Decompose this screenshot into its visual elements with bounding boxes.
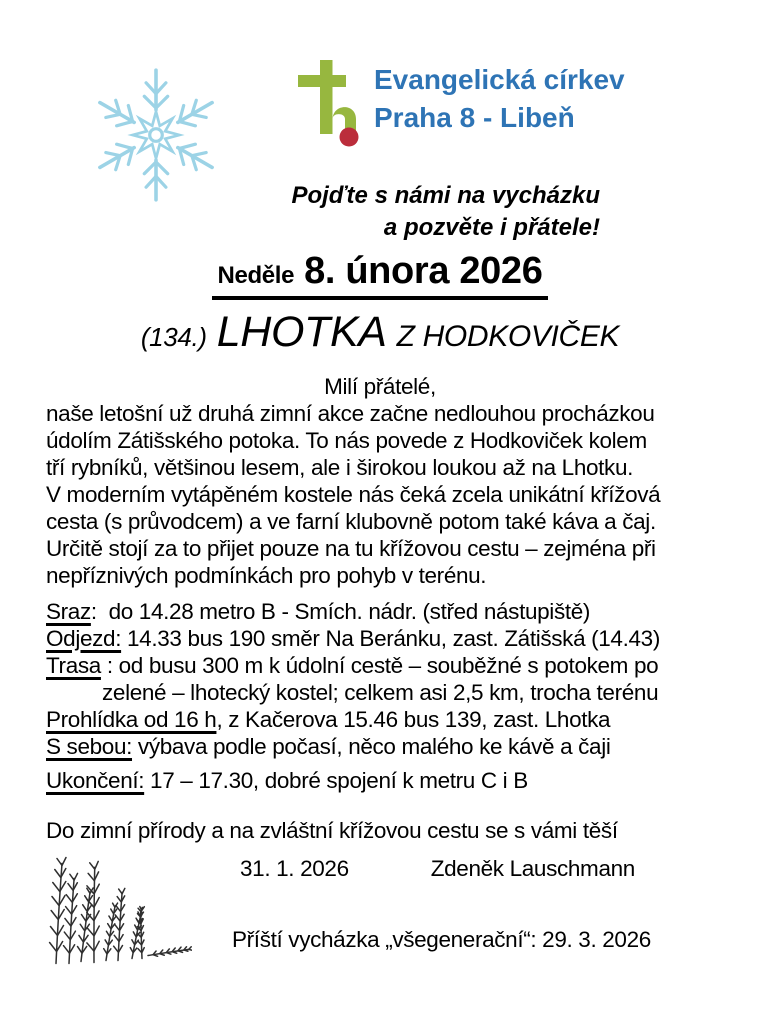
- detail-departure-text: 14.33 bus 190 směr Na Beránku, zast. Zátišská (14.43): [121, 626, 660, 651]
- flyer-body: [46, 250, 714, 953]
- plant-sketch-icon: [42, 856, 192, 971]
- detail-departure-label: Odjezd:: [46, 626, 122, 651]
- detail-meeting-text: : do 14.28 metro B - Smích. nádr. (střed nástupiště): [90, 599, 591, 624]
- paragraph1-line1: naše letošní už druhá zimní akce začne nedlouhou procházkou: [46, 401, 655, 426]
- signature-name: Zdeněk Lauschmann: [430, 856, 635, 881]
- org-name-line2: Praha 8 - Libeň: [374, 102, 575, 133]
- detail-bring: [46, 733, 714, 760]
- event-series-number: (134.): [140, 322, 207, 352]
- paragraph2-line4: nepříznivých podmínkách pro pohyb v terénu.: [46, 563, 487, 588]
- church-cross-logo-icon: [296, 60, 360, 148]
- detail-bring-label: S sebou:: [46, 734, 133, 759]
- event-date: 8. února 2026: [304, 250, 543, 292]
- org-name-line1: Evangelická církev: [374, 64, 625, 95]
- event-date-heading: [46, 250, 714, 300]
- detail-meeting-label: Sraz: [46, 599, 91, 624]
- detail-meeting: [46, 598, 714, 625]
- next-walk-note: Příští vycházka „všegenerační“: 29. 3. 2026: [232, 927, 651, 952]
- detail-route-continuation: zelené – lhotecký kostel; celkem asi 2,5 km, trocha terénu: [102, 680, 659, 705]
- detail-tour-text: , z Kačerova 15.46 bus 139, zast. Lhotka: [216, 707, 611, 732]
- detail-tour-label: Prohlídka od 16 h: [46, 707, 217, 732]
- detail-route-label: Trasa: [46, 653, 101, 678]
- snowflake-icon: [84, 62, 228, 208]
- salutation: Milí přátelé,: [324, 374, 436, 399]
- paragraph2-line3: Určitě stojí za to přijet pouze na tu křížovou cestu – zejména při: [46, 536, 656, 561]
- paragraph1-line2: údolím Zátišského potoka. To nás povede z Hodkoviček kolem: [46, 428, 647, 453]
- paragraph2-line1: V moderním vytápěném kostele nás čeká zcela unikátní křížová: [46, 482, 661, 507]
- paragraph1-line3: tří rybníků, většinou lesem, ale i širokou loukou až na Lhotku.: [46, 455, 634, 480]
- org-name: [374, 61, 625, 137]
- detail-bring-text: výbava podle počasí, něco malého ke kávě a čaji: [132, 734, 611, 759]
- event-details: [46, 598, 714, 760]
- paragraph2-line2: cesta (s průvodcem) a ve farní klubovně potom také káva a čaj.: [46, 509, 656, 534]
- event-day: Neděle: [217, 262, 295, 289]
- detail-route-text: : od busu 300 m k údolní cestě – souběžné s potokem po: [100, 653, 659, 678]
- detail-departure: [46, 625, 714, 652]
- event-destination: LHOTKA: [216, 308, 387, 356]
- farewell-text: Do zimní přírody a na zvláštní křížovou cestu se s vámi těší: [46, 818, 618, 843]
- detail-route: [46, 652, 714, 679]
- event-route-origin: Z HODKOVIČEK: [396, 320, 620, 353]
- event-title: [46, 308, 714, 357]
- detail-tour: [46, 706, 714, 733]
- signature-date: 31. 1. 2026: [240, 856, 349, 881]
- detail-end-text: 17 – 17.30, dobré spojení k metru C i B: [144, 768, 528, 793]
- event-date-underline: [212, 250, 549, 300]
- invitation-line2: a pozvěte i přátele!: [383, 214, 600, 241]
- detail-end: [46, 767, 714, 794]
- detail-end-label: Ukončení:: [46, 768, 145, 793]
- invitation-text: [260, 180, 600, 244]
- invitation-line1: Pojďte s námi na vycházku: [291, 182, 600, 209]
